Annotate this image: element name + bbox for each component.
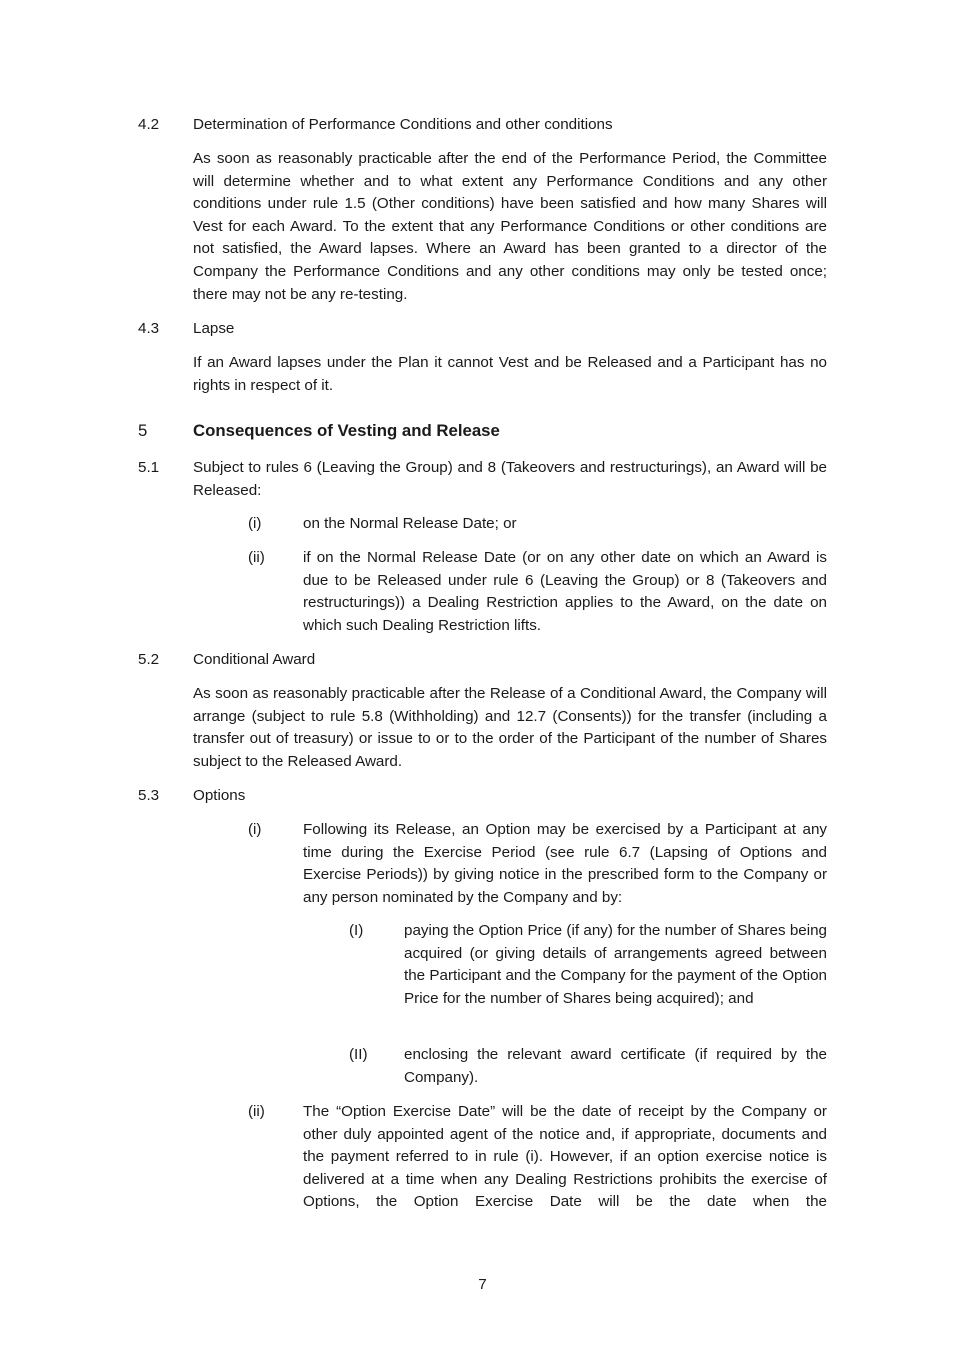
section-title-4-3: Lapse (193, 320, 235, 337)
list-label: (ii) (248, 1103, 265, 1120)
section-number-4-3: 4.3 (138, 320, 160, 337)
section-number-5: 5 (138, 421, 148, 440)
page-number: 7 (478, 1276, 487, 1293)
section-body-5-2: As soon as reasonably practicable after the Release of a Conditional Award, the Company will arrange (subject to rule 5.8 (Withholding) and 12.7 (Consents)) for the transfer (including a transfer out of treasury) or issue to or to the order of the Participant of the number of Shares subject to the Released Award. (193, 685, 827, 770)
list-label: (ii) (248, 549, 265, 566)
section-body-4-2: As soon as reasonably practicable after the end of the Performance Period, the Committee will determine whether and to what extent any Performance Conditions and any other conditions under rule 1.5 (Other conditions) have been satisfied and how many Shares will Vest for each Award. To the extent that any Performance Conditions or other conditions are not satisfied, the Award lapses. Where an Award has been granted to a director of the Company the Performance Conditions and any other conditions may only be tested once; there may not be any re-testing. (193, 150, 827, 303)
section-number-5-1: 5.1 (138, 459, 160, 476)
section-title-5-3: Options (193, 787, 246, 804)
sublist-item: paying the Option Price (if any) for the number of Shares being acquired (or giving details of arrangements agreed between the Participant and the Company for the payment of the Option Price for the number of Shares being acquired); and (404, 922, 827, 1007)
section-number-4-2: 4.2 (138, 116, 160, 133)
sublist-label: (II) (349, 1046, 368, 1063)
section-body-5-1: Subject to rules 6 (Leaving the Group) and 8 (Takeovers and restructurings), an Award will be Released: (193, 459, 827, 499)
section-title-4-2: Determination of Performance Conditions and other conditions (193, 116, 613, 133)
sublist-item: enclosing the relevant award certificate (if required by the Company). (404, 1046, 827, 1086)
list-label: (i) (248, 515, 262, 532)
sublist-label: (I) (349, 922, 364, 939)
section-body-4-3: If an Award lapses under the Plan it cannot Vest and be Released and a Participant has no rights in respect of it. (193, 354, 827, 394)
section-heading-5: Consequences of Vesting and Release (193, 421, 500, 440)
list-label: (i) (248, 821, 262, 838)
section-title-5-2: Conditional Award (193, 651, 316, 668)
section-number-5-3: 5.3 (138, 787, 160, 804)
list-item: Following its Release, an Option may be exercised by a Participant at any time during the Exercise Period (see rule 6.7 (Lapsing of Options and Exercise Periods)) by giving notice in the prescribed form to the Company or any person nominated by the Company and by: (303, 821, 827, 906)
list-item: if on the Normal Release Date (or on any other date on which an Award is due to be Released under rule 6 (Leaving the Group) or 8 (Takeovers and restructurings)) a Dealing Restriction applies to the Award, on the date on which such Dealing Restriction lifts. (303, 549, 827, 634)
list-item: The “Option Exercise Date” will be the date of receipt by the Company or other duly appointed agent of the notice and, if appropriate, documents and the payment referred to in rule (i). However, if an option exercise notice is delivered at a time when any Dealing Restrictions prohibits the exercise of Options, the Option Exercise Date will be the date when the (303, 1103, 827, 1211)
section-number-5-2: 5.2 (138, 651, 160, 668)
list-item: on the Normal Release Date; or (303, 515, 517, 532)
